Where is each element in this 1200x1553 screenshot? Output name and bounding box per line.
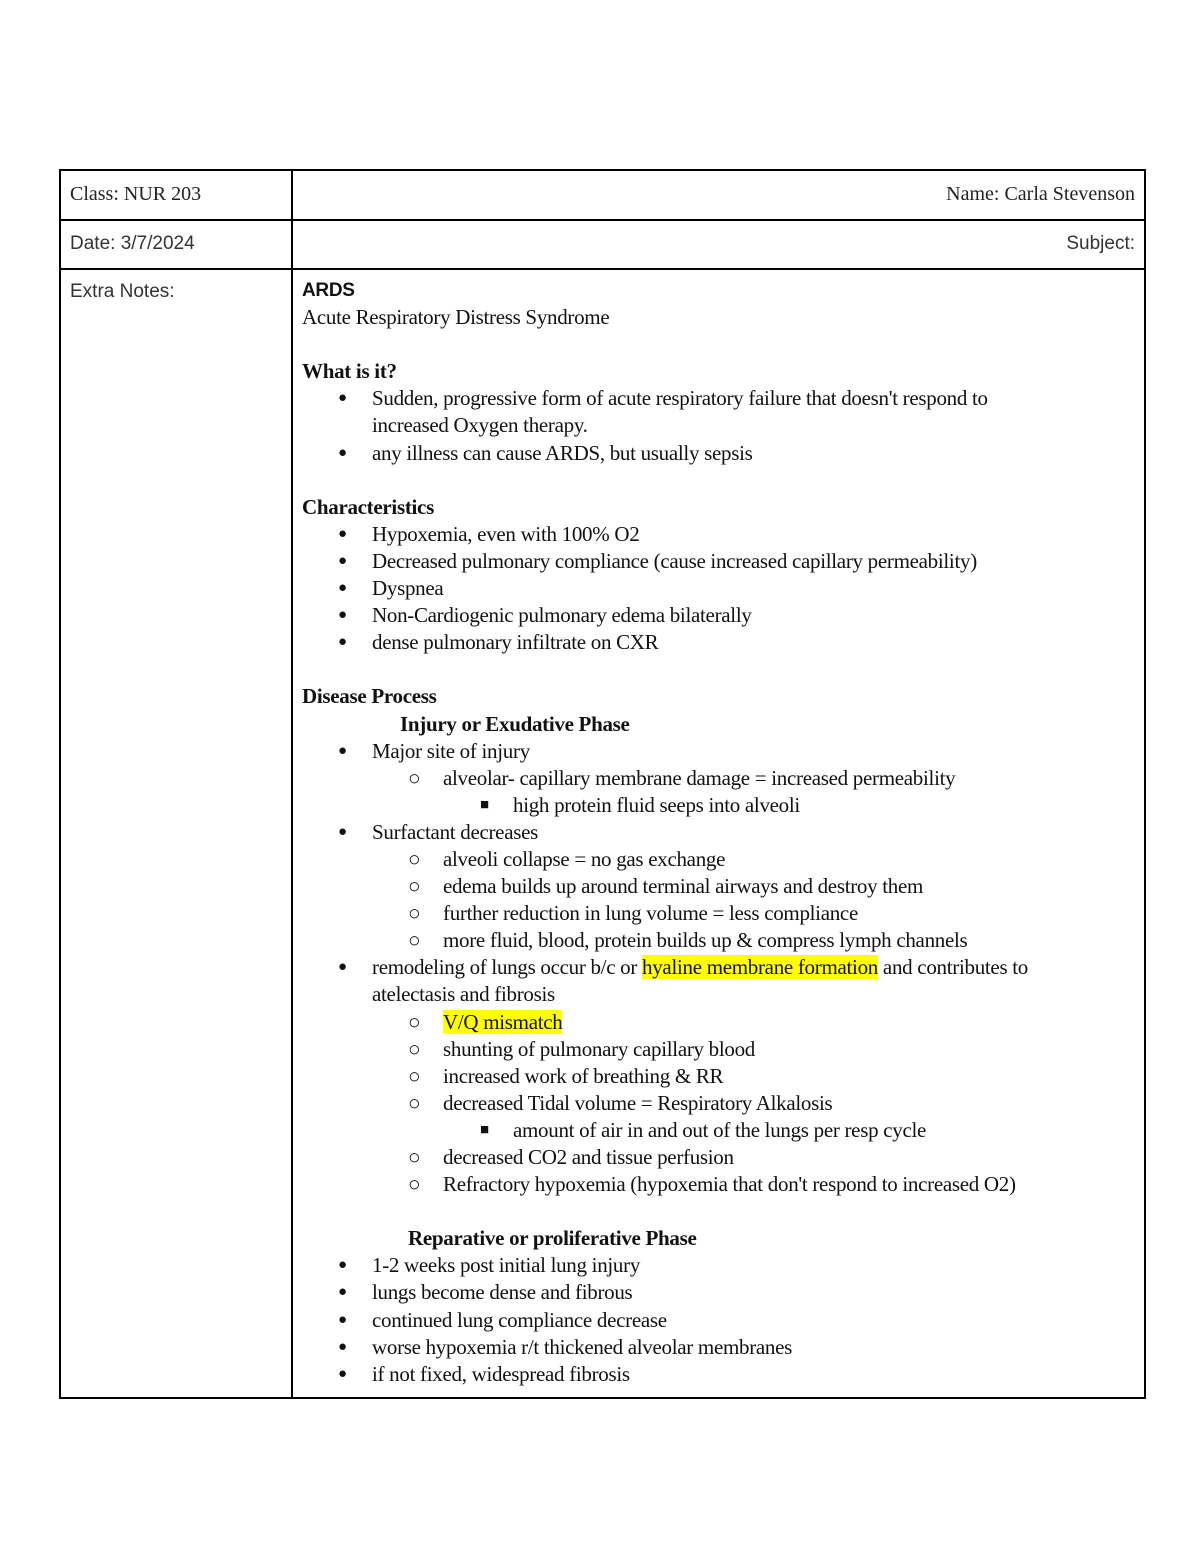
bullet-disc-icon: ● <box>338 823 347 840</box>
list-item <box>302 1063 1142 1090</box>
list-item <box>302 846 1142 873</box>
text-segment: decreased Tidal volume = Respiratory Alkalosis <box>443 1090 833 1115</box>
text-segment: Disease Process <box>302 684 437 709</box>
text-segment: Acute Respiratory Distress Syndrome <box>302 305 610 330</box>
text-segment: decreased CO2 and tissue perfusion <box>443 1145 734 1169</box>
bullet-disc-icon: ● <box>338 634 347 651</box>
bullet-disc-icon: ● <box>338 552 347 569</box>
section-heading <box>302 277 1142 304</box>
text-segment: edema builds up around terminal airways and destroy them <box>443 874 924 899</box>
list-item <box>302 792 1142 819</box>
section-heading <box>302 494 1142 521</box>
list-item <box>302 575 1142 602</box>
blank-line <box>302 331 1142 358</box>
list-item <box>302 385 1142 412</box>
line-text <box>372 1334 792 1361</box>
bullet-square-icon: ■ <box>480 1121 489 1138</box>
line-text <box>372 521 639 548</box>
bullet-disc-icon: ● <box>338 1257 347 1274</box>
text-segment: Hypoxemia, even with 100% O2 <box>372 521 640 546</box>
text-segment: ARDS <box>302 280 355 301</box>
line-text <box>443 765 955 792</box>
bullet-disc-icon: ● <box>338 1311 347 1328</box>
line-text <box>302 304 609 331</box>
line-text <box>513 792 800 819</box>
line-text <box>372 412 588 439</box>
line-text <box>372 738 530 765</box>
text-segment: Dyspnea <box>372 576 444 601</box>
line-text <box>372 575 443 602</box>
list-item <box>302 1171 1142 1198</box>
bullet-circle-icon: ○ <box>408 928 421 953</box>
line-text <box>302 358 397 385</box>
text-segment: more fluid, blood, protein builds up & compress lymph channels <box>443 928 968 953</box>
section-heading <box>302 683 1142 710</box>
list-item <box>302 819 1142 846</box>
bullet-circle-icon: ○ <box>408 1145 421 1169</box>
line-text <box>372 602 752 629</box>
list-item <box>302 629 1142 656</box>
bullet-square-icon: ■ <box>480 796 489 813</box>
list-item <box>302 927 1142 954</box>
text-segment: increased Oxygen therapy. <box>372 413 588 438</box>
line-text <box>443 873 923 900</box>
text-segment: Decreased pulmonary compliance (cause increased capillary permeability) <box>372 548 977 573</box>
text-segment: Surfactant decreases <box>372 819 538 844</box>
list-item <box>302 1144 1142 1171</box>
text-segment: Characteristics <box>302 494 434 519</box>
bullet-circle-icon: ○ <box>408 901 421 926</box>
list-item <box>302 873 1142 900</box>
line-text <box>400 711 630 738</box>
text-line <box>302 981 1142 1008</box>
text-segment: alveolar- capillary membrane damage = increased permeability <box>443 765 956 790</box>
blank-line <box>302 656 1142 683</box>
text-segment: Refractory hypoxemia (hypoxemia that don't respond to increased O2) <box>443 1172 1016 1197</box>
list-item <box>302 954 1142 981</box>
line-text <box>372 548 977 575</box>
section-heading <box>302 711 1142 738</box>
list-item <box>302 1036 1142 1063</box>
line-text <box>443 900 858 927</box>
class-label: Class: NUR 203 <box>70 183 202 205</box>
line-text <box>302 683 437 710</box>
line-text <box>372 954 1028 981</box>
bullet-circle-icon: ○ <box>408 765 421 790</box>
text-segment: amount of air in and out of the lungs per resp cycle <box>513 1117 927 1142</box>
line-text <box>443 1171 1016 1198</box>
text-segment: lungs become dense and fibrous <box>372 1280 633 1305</box>
bullet-circle-icon: ○ <box>408 1036 421 1061</box>
line-text <box>513 1117 926 1144</box>
text-segment: if not fixed, widespread fibrosis <box>372 1361 630 1386</box>
line-text <box>408 1225 697 1252</box>
date-label: Date: 3/7/2024 <box>70 233 195 254</box>
bullet-circle-icon: ○ <box>408 1063 421 1088</box>
line-text <box>443 1063 723 1090</box>
list-item <box>302 602 1142 629</box>
line-text <box>372 629 658 656</box>
text-segment: continued lung compliance decrease <box>372 1307 667 1332</box>
column-divider <box>291 171 293 1397</box>
text-segment: atelectasis and fibrosis <box>372 982 555 1007</box>
bullet-circle-icon: ○ <box>408 1172 421 1197</box>
bullet-circle-icon: ○ <box>408 1090 421 1115</box>
list-item <box>302 548 1142 575</box>
text-segment: worse hypoxemia r/t thickened alveolar membranes <box>372 1334 793 1359</box>
section-heading <box>302 1225 1142 1252</box>
highlighted-text: hyaline membrane formation <box>642 955 878 980</box>
list-item <box>302 521 1142 548</box>
list-item <box>302 1279 1142 1306</box>
list-item <box>302 1307 1142 1334</box>
list-item <box>302 765 1142 792</box>
list-item <box>302 1117 1142 1144</box>
bullet-circle-icon: ○ <box>408 846 421 871</box>
line-text <box>372 1307 667 1334</box>
bullet-disc-icon: ● <box>338 959 347 976</box>
text-segment: Reparative or proliferative Phase <box>408 1226 697 1251</box>
bullet-disc-icon: ● <box>338 1365 347 1382</box>
bullet-disc-icon: ● <box>338 580 347 597</box>
bullet-disc-icon: ● <box>338 607 347 624</box>
line-text <box>372 819 538 846</box>
extra-notes-label: Extra Notes: <box>70 281 175 302</box>
line-text <box>443 846 725 873</box>
line-text <box>302 494 434 521</box>
row-divider <box>61 219 1144 221</box>
line-text <box>372 385 988 412</box>
line-text <box>302 277 355 304</box>
text-segment: any illness can cause ARDS, but usually sepsis <box>372 440 753 465</box>
line-text <box>372 1279 632 1306</box>
list-item <box>302 1090 1142 1117</box>
row-divider <box>61 268 1144 270</box>
list-item <box>302 1252 1142 1279</box>
line-text <box>443 1090 832 1117</box>
bullet-disc-icon: ● <box>338 1338 347 1355</box>
text-segment: increased work of breathing & RR <box>443 1063 724 1088</box>
list-item <box>302 440 1142 467</box>
list-item <box>302 1009 1142 1036</box>
highlighted-text: V/Q mismatch <box>443 1009 563 1034</box>
bullet-disc-icon: ● <box>338 1284 347 1301</box>
text-segment: high protein fluid seeps into alveoli <box>513 792 800 817</box>
line-text <box>372 981 555 1008</box>
subject-label: Subject: <box>1066 233 1135 254</box>
text-line <box>302 304 1142 331</box>
text-segment: Non-Cardiogenic pulmonary edema bilaterally <box>372 603 752 628</box>
text-segment: and contributes to <box>877 955 1029 980</box>
blank-line <box>302 467 1142 494</box>
line-text <box>372 440 753 467</box>
line-text <box>372 1252 640 1279</box>
section-heading <box>302 358 1142 385</box>
list-item <box>302 738 1142 765</box>
bullet-circle-icon: ○ <box>408 1009 421 1034</box>
bullet-circle-icon: ○ <box>408 874 421 899</box>
text-segment: alveoli collapse = no gas exchange <box>443 846 726 871</box>
text-segment: Injury or Exudative Phase <box>400 711 630 736</box>
notes-content <box>302 277 1142 1388</box>
list-item <box>302 1334 1142 1361</box>
text-segment: What is it? <box>302 359 397 384</box>
list-item <box>302 1361 1142 1388</box>
line-text <box>372 1361 630 1388</box>
name-label: Name: Carla Stevenson <box>946 183 1135 205</box>
line-text <box>443 1009 562 1036</box>
bullet-disc-icon: ● <box>338 390 347 407</box>
text-segment: dense pulmonary infiltrate on CXR <box>372 630 659 655</box>
text-segment: Sudden, progressive form of acute respiratory failure that doesn't respond to <box>372 386 988 411</box>
text-segment: remodeling of lungs occur b/c or <box>372 955 643 980</box>
text-line <box>302 412 1142 439</box>
text-segment: 1-2 weeks post initial lung injury <box>372 1253 641 1278</box>
blank-line <box>302 1198 1142 1225</box>
bullet-disc-icon: ● <box>338 742 347 759</box>
text-segment: shunting of pulmonary capillary blood <box>443 1036 756 1061</box>
text-segment: further reduction in lung volume = less compliance <box>443 901 858 926</box>
line-text <box>443 1036 755 1063</box>
bullet-disc-icon: ● <box>338 444 347 461</box>
list-item <box>302 900 1142 927</box>
text-segment: Major site of injury <box>372 738 530 763</box>
line-text <box>443 1144 734 1171</box>
line-text <box>443 927 967 954</box>
bullet-disc-icon: ● <box>338 525 347 542</box>
